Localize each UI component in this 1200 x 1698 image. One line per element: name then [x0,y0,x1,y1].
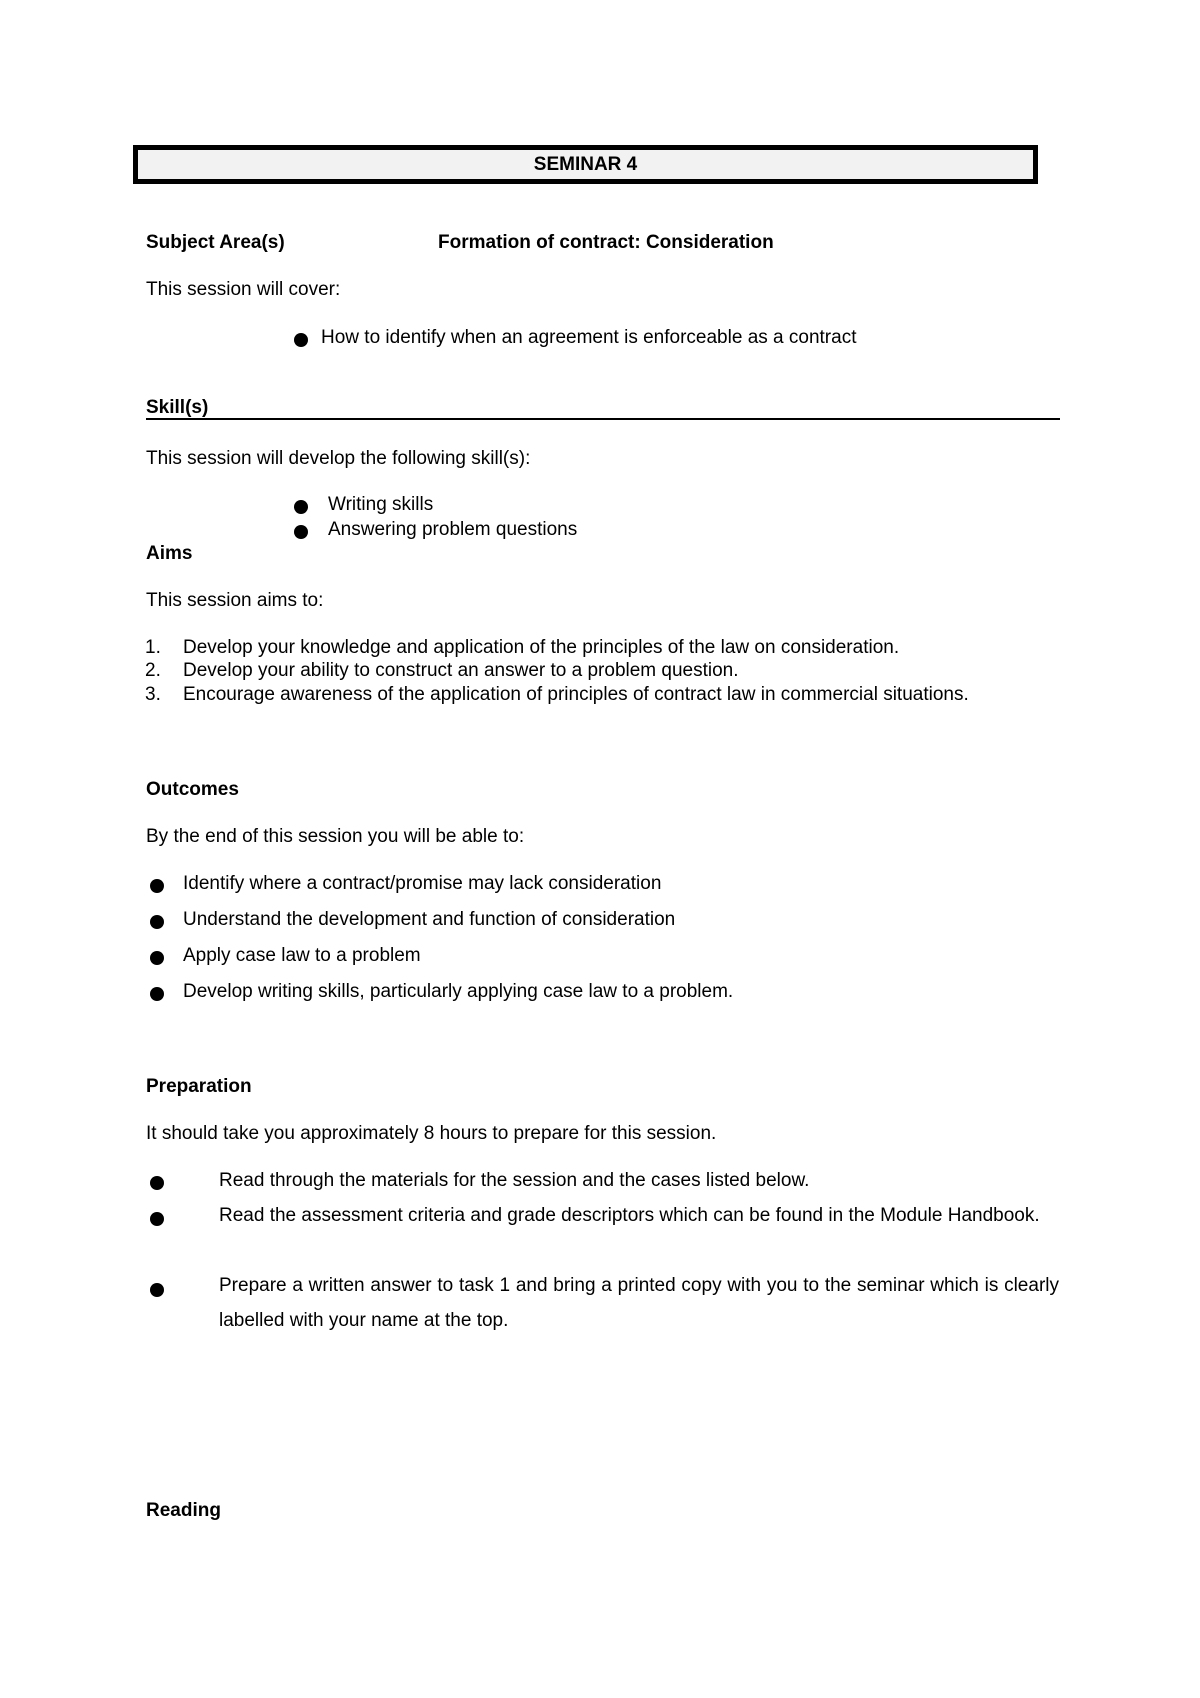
skills-heading: Skill(s) [146,397,209,418]
bullet-icon [150,1212,164,1226]
preparation-item: Prepare a written answer to task 1 and bring a printed copy with you to the seminar which is clearly labelled with your name at the top. [219,1275,1059,1331]
skills-intro: This session will develop the following skill(s): [146,448,531,469]
reading-heading: Reading [146,1500,221,1521]
outcomes-intro: By the end of this session you will be able to: [146,826,525,847]
bullet-icon [150,915,164,929]
outcome-item: Develop writing skills, particularly applying case law to a problem. [183,981,734,1002]
cover-intro: This session will cover: [146,279,341,300]
preparation-intro: It should take you approximately 8 hours to prepare for this session. [146,1123,717,1144]
aim-number: 2. [145,660,161,681]
preparation-heading: Preparation [146,1076,252,1097]
bullet-icon [294,525,308,539]
bullet-icon [150,879,164,893]
preparation-item: Read through the materials for the session and the cases listed below. [219,1170,810,1191]
bullet-icon [294,333,308,347]
aim-item: Encourage awareness of the application of principles of contract law in commercial situations. [183,684,969,705]
aim-item: Develop your ability to construct an answer to a problem question. [183,660,739,681]
bullet-icon [294,500,308,514]
aim-item: Develop your knowledge and application of the principles of the law on consideration. [183,637,900,658]
aims-heading: Aims [146,543,193,564]
skill-item: Answering problem questions [328,519,578,540]
outcome-item: Apply case law to a problem [183,945,421,966]
outcomes-heading: Outcomes [146,779,239,800]
preparation-item: Read the assessment criteria and grade descriptors which can be found in the Module Handbook. [219,1205,1040,1226]
cover-item: How to identify when an agreement is enforceable as a contract [321,327,857,348]
bullet-icon [150,1176,164,1190]
bullet-icon [150,1283,164,1297]
skill-item: Writing skills [328,494,434,515]
skills-divider [146,418,1060,420]
subject-area-value: Formation of contract: Consideration [438,232,774,253]
subject-area-label: Subject Area(s) [146,232,285,253]
seminar-title: SEMINAR 4 [133,145,1038,184]
outcome-item: Understand the development and function of consideration [183,909,676,930]
aim-number: 3. [145,684,161,705]
aim-number: 1. [145,637,161,658]
bullet-icon [150,951,164,965]
bullet-icon [150,987,164,1001]
outcome-item: Identify where a contract/promise may lack consideration [183,873,662,894]
aims-intro: This session aims to: [146,590,324,611]
